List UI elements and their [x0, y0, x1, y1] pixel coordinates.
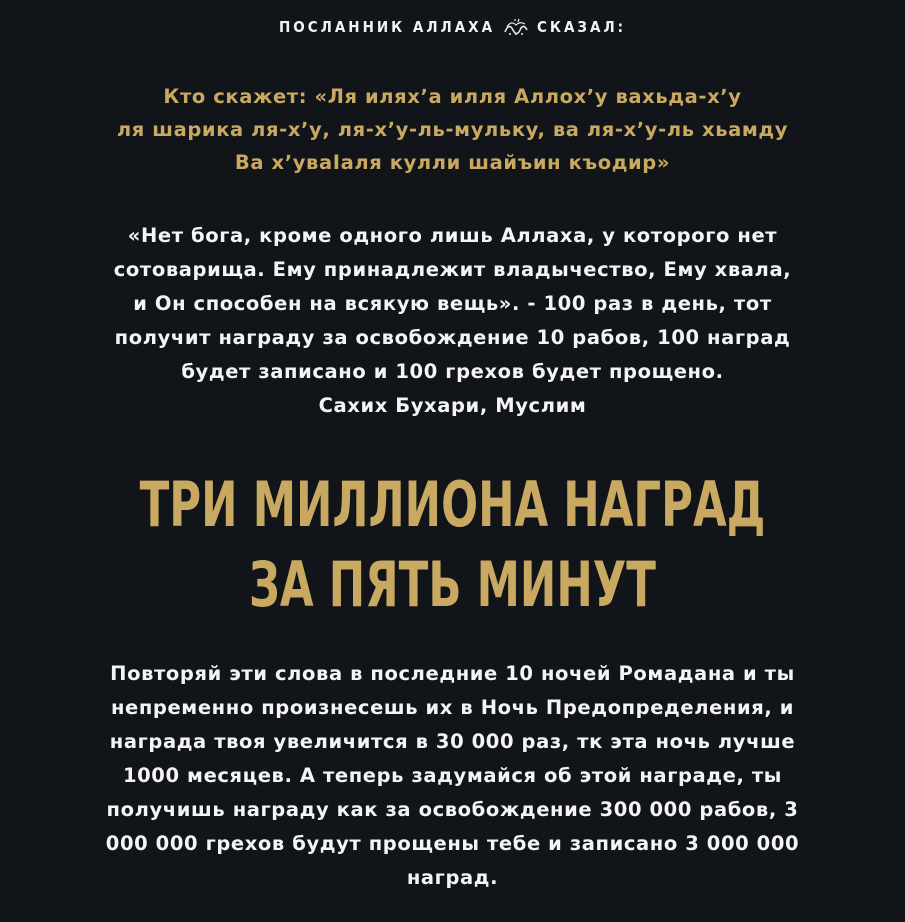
dhikr-line: ля шарика ля-хʼу, ля-хʼу-ль-мулькy, ва ля-хʼу-ль хьамду [116, 118, 789, 141]
header-right-text: СКАЗАЛ: [537, 18, 627, 36]
translation-line: будет записано и 100 грехов будет прощено. [181, 360, 724, 383]
explanation-line: 000 000 грехов будут прощены тебе и записано 3 000 000 [105, 832, 800, 855]
hadith-source: Сахих Бухари, Муслим [318, 394, 587, 417]
explanation-line: получишь награду как за освобождение 300 000 рабов, 3 [106, 798, 799, 821]
header-left-text: ПОСЛАННИК АЛЛАХА [278, 18, 496, 36]
translation-line: получит награду за освобождение 10 рабов, 100 наград [114, 326, 791, 349]
translation-line: «Нет бога, кроме одного лишь Аллаха, у которого нет [127, 224, 778, 247]
explanation [0, 657, 905, 895]
explanation-line: 1000 месяцев. А теперь задумайся об этой награде, ты [122, 764, 783, 787]
salawat-calligraphy-icon [503, 18, 529, 36]
translation-line: сотоварища. Ему принадлежит владычество, Ему хвала, [113, 258, 792, 281]
explanation-line: наград. [406, 866, 499, 889]
headline [100, 465, 806, 625]
hadith-translation [0, 219, 905, 423]
explanation-line: Повторяй эти слова в последние 10 ночей Ромадана и ты [110, 662, 795, 685]
headline-line: ЗА ПЯТЬ МИНУТ [249, 548, 656, 621]
dhikr-transliteration [0, 80, 905, 179]
translation-line: и Он способен на всякую вещь». - 100 раз в день, тот [133, 292, 772, 315]
explanation-line: непременно произнесешь их в Ночь Предопределения, и [110, 696, 795, 719]
headline-line: ТРИ МИЛЛИОНА НАГРАД [139, 468, 766, 541]
header [0, 18, 905, 36]
dhikr-line: Ва хʼуваIаля кулли шайъин къодир» [234, 151, 671, 174]
dhikr-line: Кто скажет: «Ля иляхʼа илля Аллохʼу вахьда-хʼу [163, 85, 742, 108]
explanation-line: награда твоя увеличится в 30 000 раз, тк эта ночь лучше [109, 730, 796, 753]
